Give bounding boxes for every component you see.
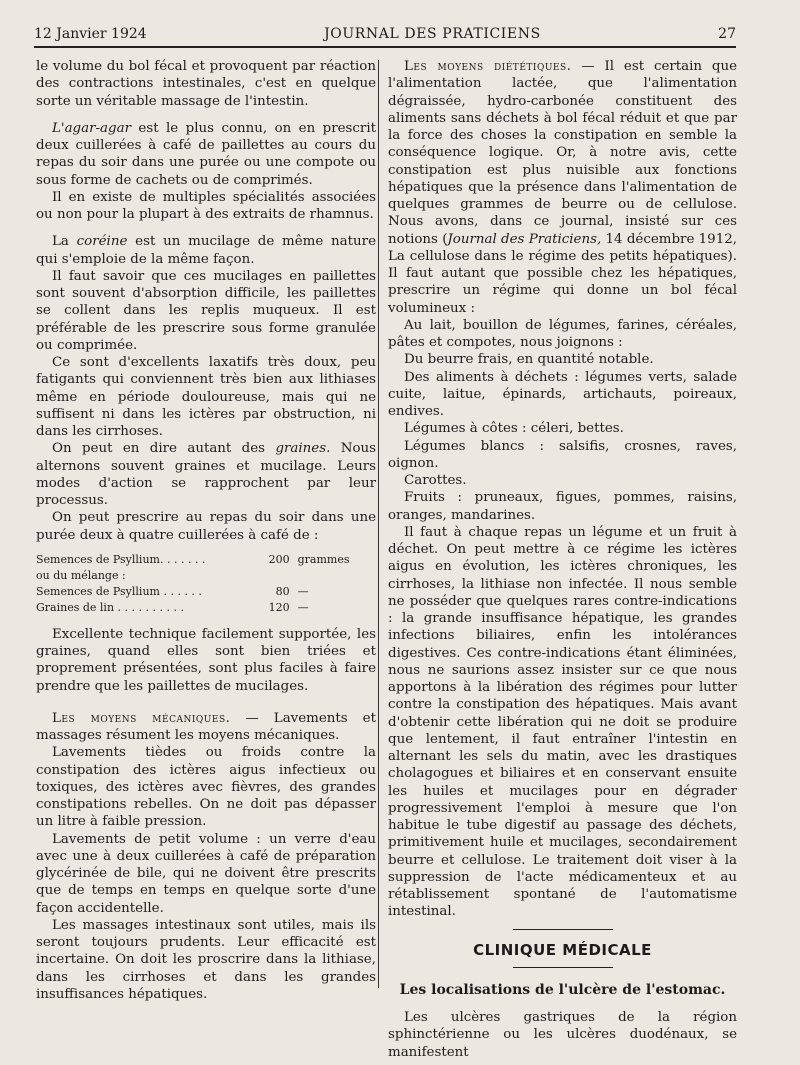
emphasis: graines. [275,441,331,457]
dose-unit: grammes [297,552,350,566]
dose-qty: 120 [268,600,290,614]
paragraph [36,233,376,268]
section-heading: CLINIQUE MÉDICALE [473,940,652,959]
text: La [52,234,77,250]
text: — Lavements et massages résument les moyens mécaniques. [36,710,376,743]
text: Nous alternons souvent graines et mucilage. Leurs modes d'action se rapprochent par leur processus. [36,441,377,508]
paragraph [36,120,376,189]
table-row [36,584,366,600]
dose-qty [259,568,297,584]
paragraph: Les massages intestinaux sont utiles, mais ils seront toujours prudents. Leur efficacité est incertaine. On doit les proscrire dans la lithiase, dans les cirrhoses et dans les grandes insuffisances hépatiques. [36,917,376,1002]
paragraph: Il faut savoir que ces mucilages en paillettes sont souvent d'absorption difficile, les paillettes se collent dans les replis muqueux. Il est préférable de les prescrire sous forme granulée ou comprimée. [36,268,376,353]
emphasis: L'agar-agar [52,120,131,136]
text: est un mucilage de même nature qui s'emploie de la même façon. [36,234,376,267]
paragraph: Il faut à chaque repas un légume et un fruit à déchet. On peut mettre à ce régime les ictères aigus en évolution, les ictères chroniques, les cirrhoses, la lithiase non infectée. Il nous semble ne posséder que quelques rares contre-indications : la grande insuffisance hépatique, les grandes infections biliaires, enfin les intolérances digestives. Ces contre-indications étant éliminées, nous ne saurions assez insister sur ce que nous apportons à la libération des régimes pour lutter contre la constipation des hépatiques. Mais avant d'obtenir cette libération qui ne doit se produire que lentement, il faut entraîner l'intestin en alternant les sels du matin, avec les drastiques cholagogues et biliaires et en conservant ensuite les huiles et mucilages pour en dégrader progressivement l'emploi à mesure que l'on habitue le tube digestif au passage des déchets, primitivement huile et mucilages, secondairement beurre et cellulose. Le traitement doit viser à la suppression de l'acte médicamenteux et au rétablissement spontané de l'automatisme intestinal. [388,524,737,920]
paragraph: Lavements de petit volume : un verre d'eau avec une à deux cuillerées à café de préparation glycérinée de bile, qui ne doivent être prescrits que de temps en temps en quelque sorte d'une façon accidentelle. [36,831,376,916]
paragraph: Excellente technique facilement supportée, les graines, quand elles sont bien triées et proprement présentées, sont plus faciles à faire prendre que les paillettes de mucilages. [36,626,376,694]
dose-label: Graines de lin . . . . . . . . . . [36,600,184,614]
dose-unit: — [297,600,309,614]
paragraph: Légumes blancs : salsifis, crosnes, raves, oignon. [388,438,737,471]
right-column [388,58,737,1061]
dose-label: ou du mélange : [36,568,126,582]
dose-unit: — [297,584,309,598]
text: 14 décembre 1912, La cellulose dans le régime des petits hépatiques). Il faut autant que possible chez les hépatiques, prescrire un régime qui donne un bol fécal volumineux : [388,231,737,316]
text: est le plus connu, on en prescrit deux cuillerées à café de paillettes au cours du repas du soir dans une purée ou une compote ou sous forme de cachets ou de comprimés. [36,120,376,188]
paragraph: Légumes à côtes : céleri, bettes. [404,421,624,437]
paragraph: le volume du bol fécal et provoquent par réaction des contractions intestinales, c'est en quelque sorte un véritable massage de l'intestin. [36,59,376,109]
left-column [36,58,376,1003]
dose-qty: 200 [268,552,290,566]
paragraph: Fruits : pruneaux, figues, pommes, raisins, oranges, mandarines. [388,490,737,523]
section-rule [513,967,613,968]
paragraph: Au lait, bouillon de légumes, farines, céréales, pâtes et compotes, nous joignons : [388,317,737,350]
paragraph: On peut prescrire au repas du soir dans une purée deux à quatre cuillerées à café de : [36,510,376,543]
dose-label: Semences de Psyllium. . . . . . . [36,552,206,566]
issue-date: 12 Janvier 1924 [34,26,147,42]
page-number: 27 [718,26,736,42]
paragraph: Lavements tièdes ou froids contre la constipation des ictères aigus infectieux ou toxiques, des ictères avec fièvres, des grandes constipations rebelles. On ne doit pas dépasser un litre à faible pression. [36,745,376,830]
text: On peut en dire autant des [52,441,276,457]
prescription-table [36,552,366,616]
paragraph [36,710,376,745]
paragraph: Ce sont d'excellents laxatifs très doux, peu fatigants qui conviennent très bien aux lithiases même en période douloureuse, mais qui ne suffisent ni dans les ictères par obstruction, ni dans les cirrhoses. [36,355,376,439]
dose-qty: 80 [275,584,290,598]
paragraph: Il en existe de multiples spécialités associées ou non pour la plupart à des extraits de rhamnus. [36,189,376,222]
article-title: Les localisations de l'ulcère de l'estomac. [399,981,726,998]
section-lead: Les moyens diététiques. [404,59,572,74]
emphasis: coréine [76,234,128,250]
paragraph [388,58,737,317]
table-row [36,568,366,584]
paragraph: Les ulcères gastriques de la région sphinctérienne ou les ulcères duodénaux, se manifestent [388,1010,737,1060]
section-rule [513,929,613,930]
column-divider [378,60,379,988]
journal-title: JOURNAL DES PRATICIENS [324,26,541,42]
dose-unit [298,568,366,584]
paragraph [36,440,376,509]
paragraph: Carottes. [404,473,467,488]
running-header [34,24,736,44]
text: — Il est certain que l'alimentation lactée, que l'alimentation dégraissée, hydro-carbonée constituent des aliments sans déchets à bol fécal réduit et que par la force des choses la constipation en semble la conséquence logique. Or, à notre avis, cette constipation est plus nuisible aux fonctions hépatiques que la présence dans l'alimentation de quelques grammes de beurre ou de cellulose. Nous avons, dans ce journal, insisté sur ces notions ( [388,59,738,247]
table-row [36,552,366,568]
table-row [36,600,366,616]
paragraph: Du beurre frais, en quantité notable. [404,352,654,368]
dose-label: Semences de Psyllium . . . . . . [36,584,202,598]
section-lead: Les moyens mécaniques. [52,710,231,726]
emphasis: Journal des Praticiens, [447,231,602,247]
header-rule [34,46,736,48]
paragraph: Des aliments à déchets : légumes verts, salade cuite, laitue, épinards, artichauts, poireaux, endives. [388,369,737,419]
